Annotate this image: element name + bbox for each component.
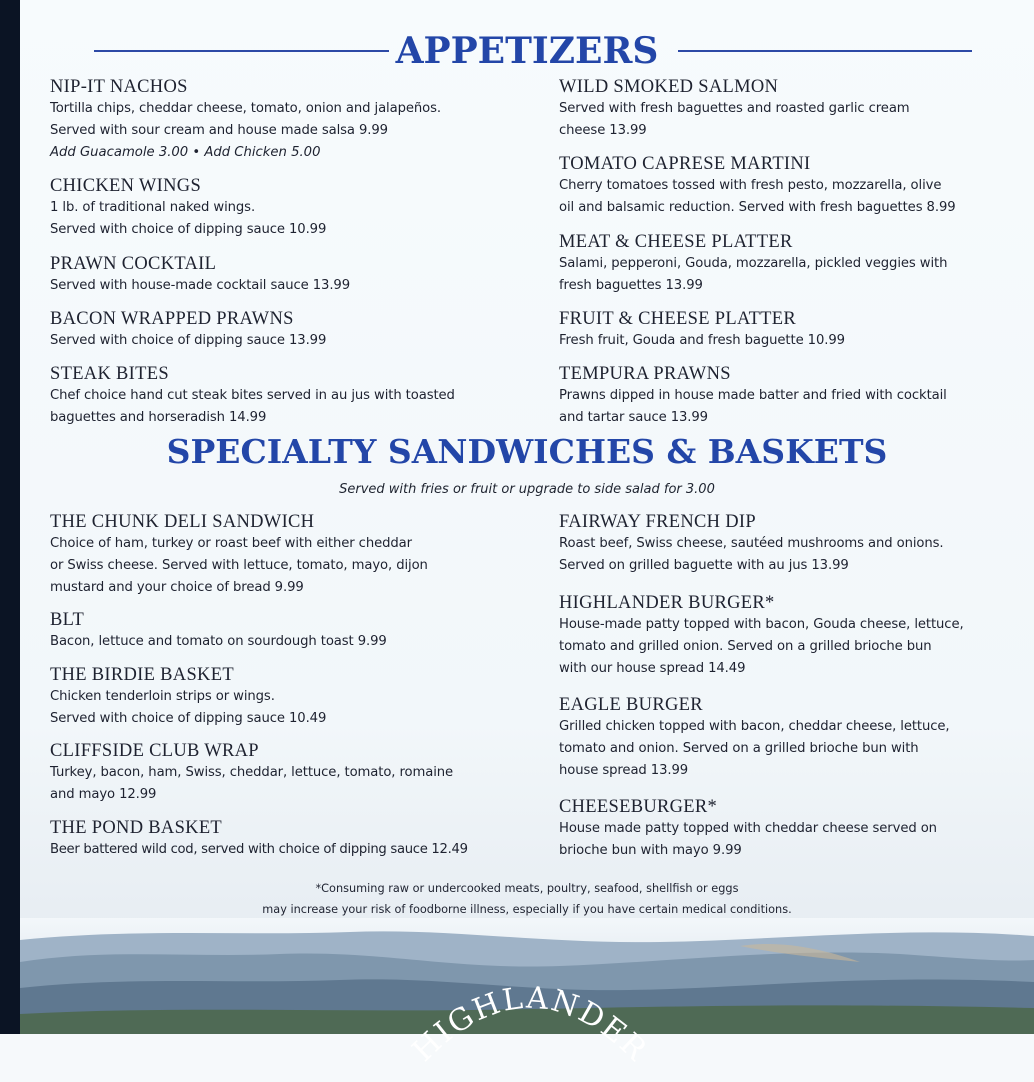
item-name: CHICKEN WINGS <box>50 176 202 196</box>
menu-item <box>559 76 1024 142</box>
item-description: House-made patty topped with bacon, Gouda cheese, lettuce, tomato and grilled onion. Served on a grilled brioche bun with our house spread 14.49 <box>559 617 964 676</box>
item-name: FRUIT & CHEESE PLATTER <box>559 309 797 329</box>
item-name: FAIRWAY FRENCH DIP <box>559 512 756 532</box>
item-description: House made patty topped with cheddar cheese served on brioche bun with mayo 9.99 <box>559 821 937 858</box>
item-name: NIP-IT NACHOS <box>50 77 188 97</box>
item-description: Beer battered wild cod, served with choice of dipping sauce 12.49 <box>50 842 468 857</box>
sandwiches-heading: SPECIALTY SANDWICHES & BASKETS <box>166 432 888 471</box>
logo-arc-text <box>400 958 660 1078</box>
item-description: Turkey, bacon, ham, Swiss, cheddar, lettuce, tomato, romaine and mayo 12.99 <box>50 765 454 802</box>
item-name: EAGLE BURGER <box>559 695 703 715</box>
item-description: Grilled chicken topped with bacon, cheddar cheese, lettuce, tomato and onion. Served on a grilled brioche bun with house spread 13.99 <box>559 719 950 778</box>
item-name: CHEESEBURGER* <box>559 797 718 817</box>
item-description: Served with choice of dipping sauce 13.99 <box>50 333 327 348</box>
menu-item <box>50 175 515 241</box>
item-description: Chef choice hand cut steak bites served in au jus with toasted baguettes and horseradish 14.99 <box>50 388 455 425</box>
menu-item <box>559 592 1024 680</box>
menu-item <box>50 511 515 599</box>
menu-item <box>50 740 515 806</box>
food-safety-disclaimer: *Consuming raw or undercooked meats, poultry, seafood, shellfish or eggs may increase your risk of foodborne illness, especially if you have certain medical conditions. <box>262 882 792 916</box>
sandwiches-note: Served with fries or fruit or upgrade to side salad for 3.00 <box>339 482 715 497</box>
item-description: Served with fresh baguettes and roasted garlic cream cheese 13.99 <box>559 101 910 138</box>
menu-item <box>559 511 1024 577</box>
highlander-logo <box>400 958 660 1069</box>
menu-item <box>50 253 515 297</box>
menu-item <box>50 664 515 730</box>
item-name: HIGHLANDER BURGER* <box>559 593 775 613</box>
item-name: TEMPURA PRAWNS <box>559 364 731 384</box>
item-name: BACON WRAPPED PRAWNS <box>50 309 294 329</box>
item-description: Roast beef, Swiss cheese, sautéed mushrooms and onions. Served on grilled baguette with au jus 13.99 <box>559 536 944 573</box>
menu-item <box>50 609 515 653</box>
item-name: PRAWN COCKTAIL <box>50 254 217 274</box>
item-name: THE CHUNK DELI SANDWICH <box>50 512 315 532</box>
item-description: Cherry tomatoes tossed with fresh pesto, mozzarella, olive oil and balsamic reduction. Served with fresh baguettes 8.99 <box>559 178 956 215</box>
item-name: MEAT & CHEESE PLATTER <box>559 232 793 252</box>
item-name: BLT <box>50 610 85 630</box>
menu-item <box>559 153 1024 219</box>
item-description: Served with house-made cocktail sauce 13.99 <box>50 278 350 293</box>
svg-text:HIGHLANDER: HIGHLANDER <box>405 980 655 1069</box>
menu-item <box>559 308 1024 352</box>
item-description: Prawns dipped in house made batter and fried with cocktail and tartar sauce 13.99 <box>559 388 947 425</box>
menu-item <box>50 308 515 352</box>
item-description: Salami, pepperoni, Gouda, mozzarella, pickled veggies with fresh baguettes 13.99 <box>559 256 948 293</box>
menu-item <box>50 817 515 861</box>
menu-item <box>50 76 515 164</box>
item-description: Bacon, lettuce and tomato on sourdough toast 9.99 <box>50 634 387 649</box>
appetizers-heading: APPETIZERS <box>395 30 659 72</box>
item-name: WILD SMOKED SALMON <box>559 77 779 97</box>
menu-page <box>20 0 1034 1069</box>
item-name: CLIFFSIDE CLUB WRAP <box>50 741 259 761</box>
menu-item <box>559 796 1024 862</box>
item-name: THE POND BASKET <box>50 818 223 838</box>
menu-item <box>559 694 1024 782</box>
menu-item <box>559 363 1024 429</box>
left-edge-strip <box>0 0 20 1034</box>
item-name: STEAK BITES <box>50 364 169 384</box>
menu-item <box>559 231 1024 297</box>
menu-item <box>50 363 515 429</box>
item-description: Fresh fruit, Gouda and fresh baguette 10.99 <box>559 333 845 348</box>
item-description: Choice of ham, turkey or roast beef with either cheddar or Swiss cheese. Served with lettuce, tomato, mayo, dijon mustard and your choice of bread 9.99 <box>50 536 428 595</box>
item-name: TOMATO CAPRESE MARTINI <box>559 154 811 174</box>
item-name: THE BIRDIE BASKET <box>50 665 234 685</box>
item-description: Chicken tenderloin strips or wings. Served with choice of dipping sauce 10.49 <box>50 689 327 726</box>
item-addons: Add Guacamole 3.00 • Add Chicken 5.00 <box>50 145 321 160</box>
item-description: Tortilla chips, cheddar cheese, tomato, onion and jalapeños. Served with sour cream and house made salsa 9.99 <box>50 101 441 138</box>
item-description: 1 lb. of traditional naked wings. Served with choice of dipping sauce 10.99 <box>50 200 327 237</box>
